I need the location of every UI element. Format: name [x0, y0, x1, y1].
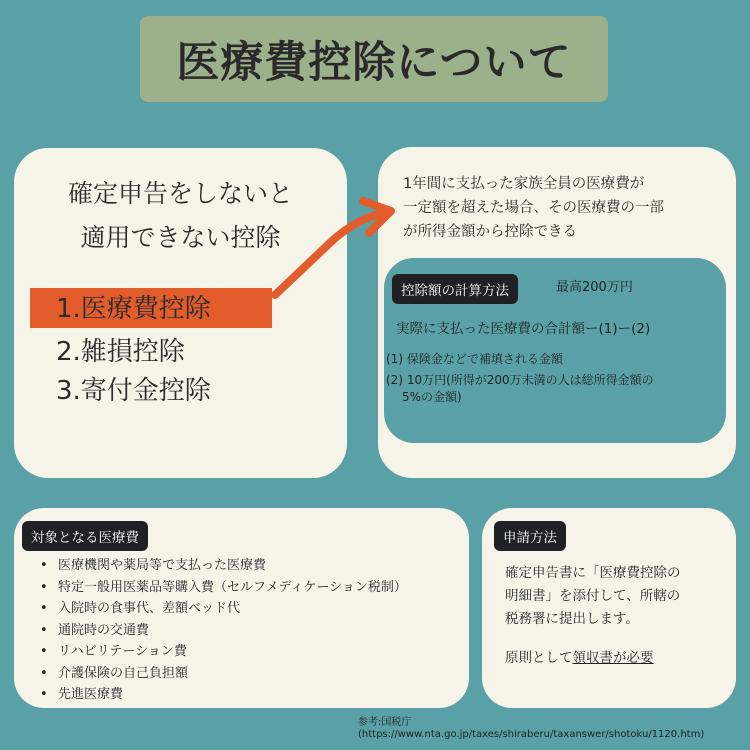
list-item: • 通院時の交通費 [40, 620, 407, 642]
reference-url: (https://www.nta.go.jp/taxes/shiraberu/taxanswer/shotoku/1120.htm) [358, 729, 705, 740]
list-item: • 先進医療費 [40, 684, 407, 706]
deduction-item-donation: 3.寄付金控除 [56, 376, 211, 406]
receipt-note-underlined: 領収書が必要 [572, 650, 654, 666]
reference-label: 参考:国税庁 [358, 717, 412, 728]
calc-formula: 実際に支払った医療費の合計額ー(1)ー(2) [396, 321, 651, 337]
heading-line-1: 確定申告をしないと [67, 179, 293, 208]
application-line: 確定申告書に「医療費控除の [505, 565, 681, 581]
application-text [505, 562, 721, 631]
eligible-expenses-tag: 対象となる医療費 [22, 521, 148, 551]
max-amount-label: 最高200万円 [556, 280, 633, 295]
calc-method-tag: 控除額の計算方法 [392, 274, 518, 304]
application-line: 税務署に提出します。 [505, 611, 639, 627]
note-2: (2) 10万円(所得が200万未満の人は総所得金額の [386, 373, 654, 387]
deduction-item-medical: 1.医療費控除 [56, 294, 211, 324]
explanation-line: 1年間に支払った家族全員の医療費が [403, 176, 645, 192]
deduction-item-casualty: 2.雑損控除 [56, 337, 185, 367]
explanation-line: 一定額を超えた場合、その医療費の一部 [403, 200, 664, 216]
title-banner [140, 16, 608, 102]
note-2-continued: 5%の金額) [402, 390, 462, 404]
list-item: • 特定一般用医薬品等購入費（セルフメディケーション税制） [40, 577, 407, 599]
note-1: (1) 保険金などで補填される金額 [386, 352, 563, 366]
application-line: 明細書」を添付して、所轄の [505, 588, 681, 604]
application-method-tag: 申請方法 [494, 521, 566, 551]
list-item: • 医療機関や薬局等で支払った医療費 [40, 555, 407, 577]
list-item: • 介護保険の自己負担額 [40, 663, 407, 685]
explanation-line: が所得金額から控除できる [403, 224, 577, 240]
eligible-expenses-list [40, 555, 407, 706]
heading-line-2: 適用できない控除 [80, 223, 281, 252]
explanation-text [403, 172, 723, 244]
list-item: • 入院時の食事代、差額ベッド代 [40, 598, 407, 620]
list-item: • リハビリテーション費 [40, 641, 407, 663]
arrow-icon [265, 195, 405, 305]
receipt-note [505, 646, 654, 666]
page-title: 医療費控除について [176, 37, 572, 88]
receipt-note-prefix: 原則として [505, 650, 573, 666]
